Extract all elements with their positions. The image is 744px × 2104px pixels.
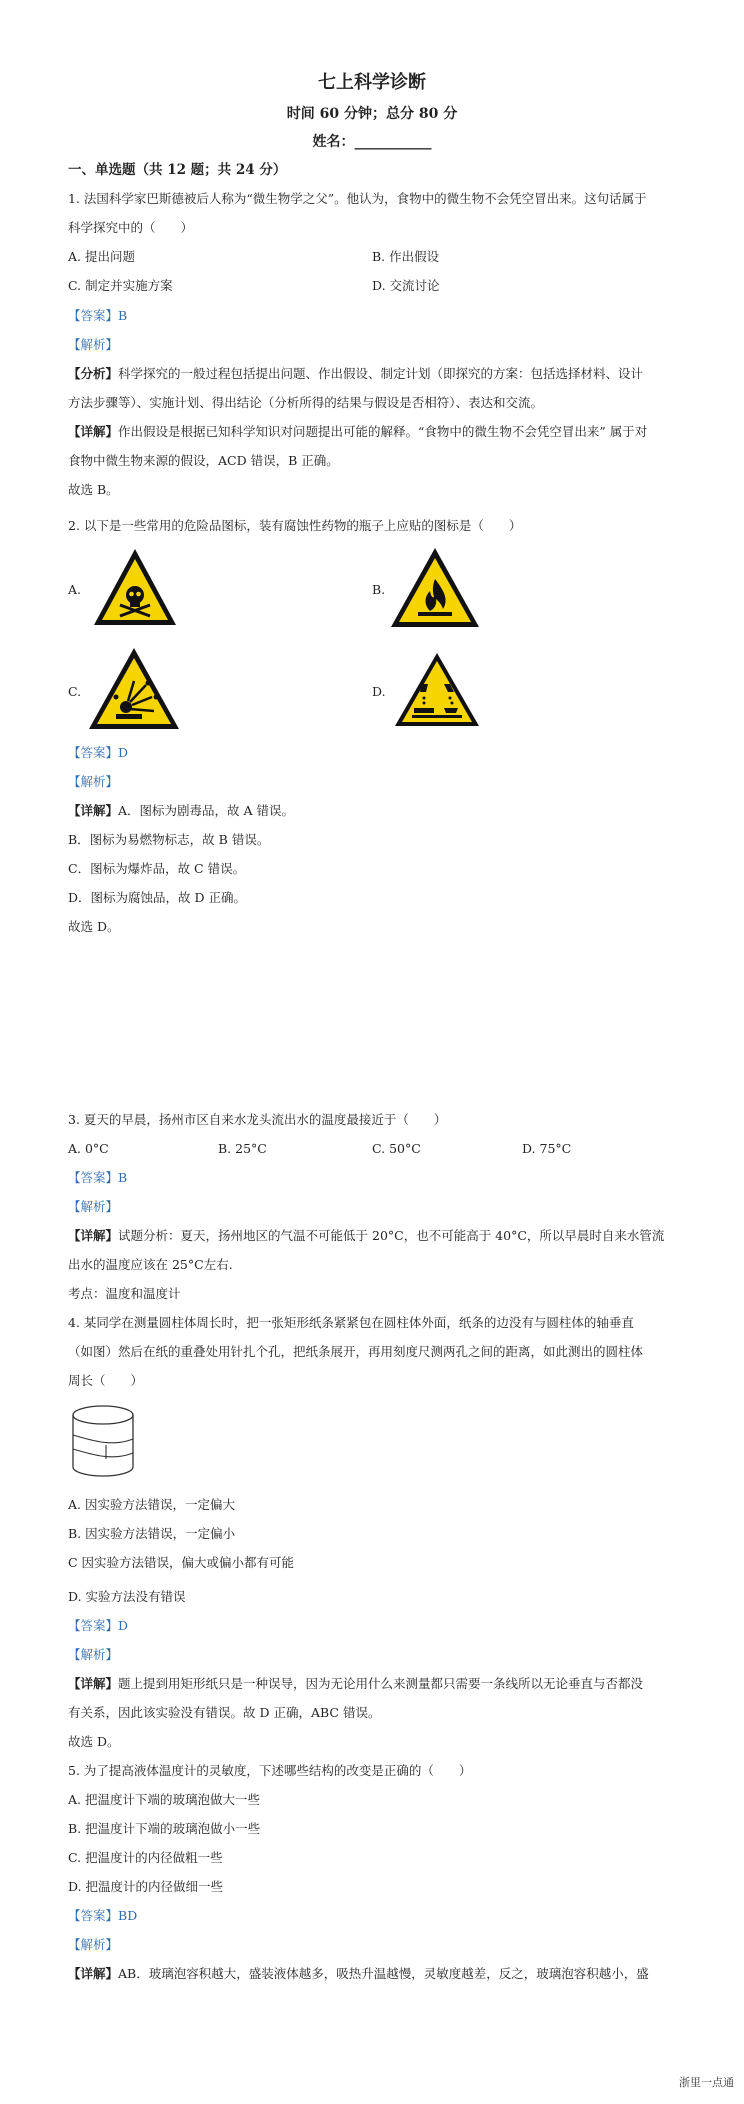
answer-value: D (118, 1618, 129, 1633)
q1-stem-line1: 1. 法国科学家巴斯德被后人称为“微生物学之父”。他认为，食物中的微生物不会凭空冒出来。这句话属于 (68, 191, 647, 206)
q1-fenxi-line2: 方法步骤等）、实施计划、得出结论（分析所得的结果与假设是否相符）、表达和交流。 (68, 395, 544, 410)
q3-analysis-label: 【解析】 (68, 1199, 119, 1214)
q1-xiangjie-line1 (68, 424, 647, 440)
q1-answer (68, 308, 127, 324)
answer-value: BD (118, 1908, 138, 1923)
answer-label: 【答案】 (68, 745, 119, 760)
q1-option-d: D. 交流讨论 (372, 278, 440, 293)
answer-value: D (118, 745, 129, 760)
q3-option-a: A. 0°C (68, 1141, 109, 1156)
q5-option-a: A. 把温度计下端的玻璃泡做大一些 (68, 1792, 260, 1807)
q4-stem-line2: （如图）然后在纸的重叠处用针扎个孔，把纸条展开，再用刻度尺测两孔之间的距离，如此测出的圆柱体 (68, 1344, 644, 1359)
q1-option-a: A. 提出问题 (68, 249, 135, 264)
fenxi-label: 【分析】 (68, 366, 119, 381)
q3-option-d: D. 75°C (522, 1141, 572, 1156)
corrosive-sign-icon (392, 650, 482, 730)
q4-stem-line3: 周长（ ） (68, 1373, 144, 1388)
q5-option-c: C. 把温度计的内径做粗一些 (68, 1850, 223, 1865)
q4-stem-line1: 4. 某同学在测量圆柱体周长时，把一张矩形纸条紧紧包在圆柱体外面，纸条的边没有与圆柱体的轴垂直 (68, 1315, 634, 1330)
q2-option-d-label: D. (372, 684, 386, 699)
name-field: 姓名：___________ (312, 134, 432, 150)
explosive-sign-icon (86, 645, 182, 733)
q4-conclusion: 故选 D。 (68, 1734, 120, 1749)
q5-option-d: D. 把温度计的内径做细一些 (68, 1879, 224, 1894)
xiangjie-label: 【详解】 (68, 1676, 119, 1691)
q2-xiangjie-b: B．图标为易燃物标志，故 B 错误。 (68, 832, 270, 847)
q2-stem: 2. 以下是一些常用的危险品图标，装有腐蚀性药物的瓶子上应贴的图标是（ ） (68, 518, 522, 533)
q1-fenxi-line1 (68, 366, 643, 382)
xiangjie-label: 【详解】 (68, 424, 119, 439)
q5-stem: 5. 为了提高液体温度计的灵敏度，下述哪些结构的改变是正确的（ ） (68, 1763, 472, 1778)
q4-analysis-label: 【解析】 (68, 1647, 119, 1662)
xiangjie-label: 【详解】 (68, 803, 119, 818)
q3-kaodian: 考点：温度和温度计 (68, 1286, 181, 1301)
q1-analysis-label: 【解析】 (68, 337, 119, 352)
xiangjie-label: 【详解】 (68, 1228, 119, 1243)
answer-label: 【答案】 (68, 1908, 119, 1923)
q5-answer (68, 1908, 137, 1924)
fenxi-text: 科学探究的一般过程包括提出问题、作出假设、制定计划（即探究的方案：包括选择材料、设计 (118, 366, 644, 381)
q4-option-a: A. 因实验方法错误，一定偏大 (68, 1497, 235, 1512)
q2-option-b-label: B. (372, 582, 386, 597)
q5-option-b: B. 把温度计下端的玻璃泡做小一些 (68, 1821, 261, 1836)
q3-option-b: B. 25°C (218, 1141, 267, 1156)
footer-watermark: 浙里一点通 (679, 2076, 734, 2089)
q2-option-a-label: A. (68, 582, 82, 597)
exam-time: 时间 60 分钟；总分 80 分 (286, 106, 458, 122)
q4-xiangjie-line2: 有关系，因此该实验没有错误。故 D 正确，ABC 错误。 (68, 1705, 381, 1720)
q5-xiangjie-line1 (68, 1966, 649, 1982)
q2-xiangjie-c: C．图标为爆炸品，故 C 错误。 (68, 861, 246, 876)
q1-conclusion: 故选 B。 (68, 482, 119, 497)
xiangjie-text: 试题分析：夏天，扬州地区的气温不可能低于 20°C，也不可能高于 40°C，所以早晨时自来水管流 (118, 1228, 665, 1243)
q4-xiangjie-line1 (68, 1676, 643, 1692)
q5-analysis-label: 【解析】 (68, 1937, 119, 1952)
answer-value: B (118, 308, 128, 323)
q4-answer (68, 1618, 128, 1634)
answer-label: 【答案】 (68, 308, 119, 323)
flammable-sign-icon (388, 545, 482, 631)
q2-answer (68, 745, 128, 761)
q2-xiangjie-a (68, 803, 294, 819)
q3-answer (68, 1170, 127, 1186)
q4-option-d: D. 实验方法没有错误 (68, 1589, 186, 1604)
q2-xiangjie-d: D．图标为腐蚀品，故 D 正确。 (68, 890, 246, 905)
q1-option-c: C. 制定并实施方案 (68, 278, 173, 293)
answer-label: 【答案】 (68, 1170, 119, 1185)
q3-option-c: C. 50°C (372, 1141, 421, 1156)
q4-option-c: C 因实验方法错误，偏大或偏小都有可能 (68, 1555, 295, 1570)
xiangjie-text: AB．玻璃泡容积越大，盛装液体越多，吸热升温越慢，灵敏度越差，反之，玻璃泡容积越小，盛 (118, 1966, 649, 1981)
cylinder-figure (68, 1403, 140, 1483)
q1-option-b: B. 作出假设 (372, 249, 440, 264)
xiangjie-label: 【详解】 (68, 1966, 119, 1981)
q3-xiangjie-line1 (68, 1228, 664, 1244)
xiangjie-text: A．图标为剧毒品，故 A 错误。 (118, 803, 295, 818)
toxic-sign-icon (90, 545, 180, 629)
q3-xiangjie-line2: 出水的温度应该在 25°C左右. (68, 1257, 233, 1272)
answer-label: 【答案】 (68, 1618, 119, 1633)
q1-stem-line2: 科学探究中的（ ） (68, 220, 194, 235)
q2-conclusion: 故选 D。 (68, 919, 120, 934)
section-heading: 一、单选题（共 12 题；共 24 分） (68, 162, 287, 178)
q4-option-b: B. 因实验方法错误，一定偏小 (68, 1526, 236, 1541)
q1-xiangjie-line2: 食物中微生物来源的假设，ACD 错误，B 正确。 (68, 453, 339, 468)
q2-option-c-label: C. (68, 684, 82, 699)
page-title: 七上科学诊断 (318, 72, 426, 93)
q3-stem: 3. 夏天的早晨，扬州市区自来水龙头流出水的温度最接近于（ ） (68, 1112, 447, 1127)
q2-analysis-label: 【解析】 (68, 774, 119, 789)
answer-value: B (118, 1170, 128, 1185)
xiangjie-text: 题上提到用矩形纸只是一种误导，因为无论用什么来测量都只需要一条线所以无论垂直与否都没 (118, 1676, 644, 1691)
xiangjie-text: 作出假设是根据已知科学知识对问题提出可能的解释。“食物中的微生物不会凭空冒出来” 属于对 (118, 424, 648, 439)
